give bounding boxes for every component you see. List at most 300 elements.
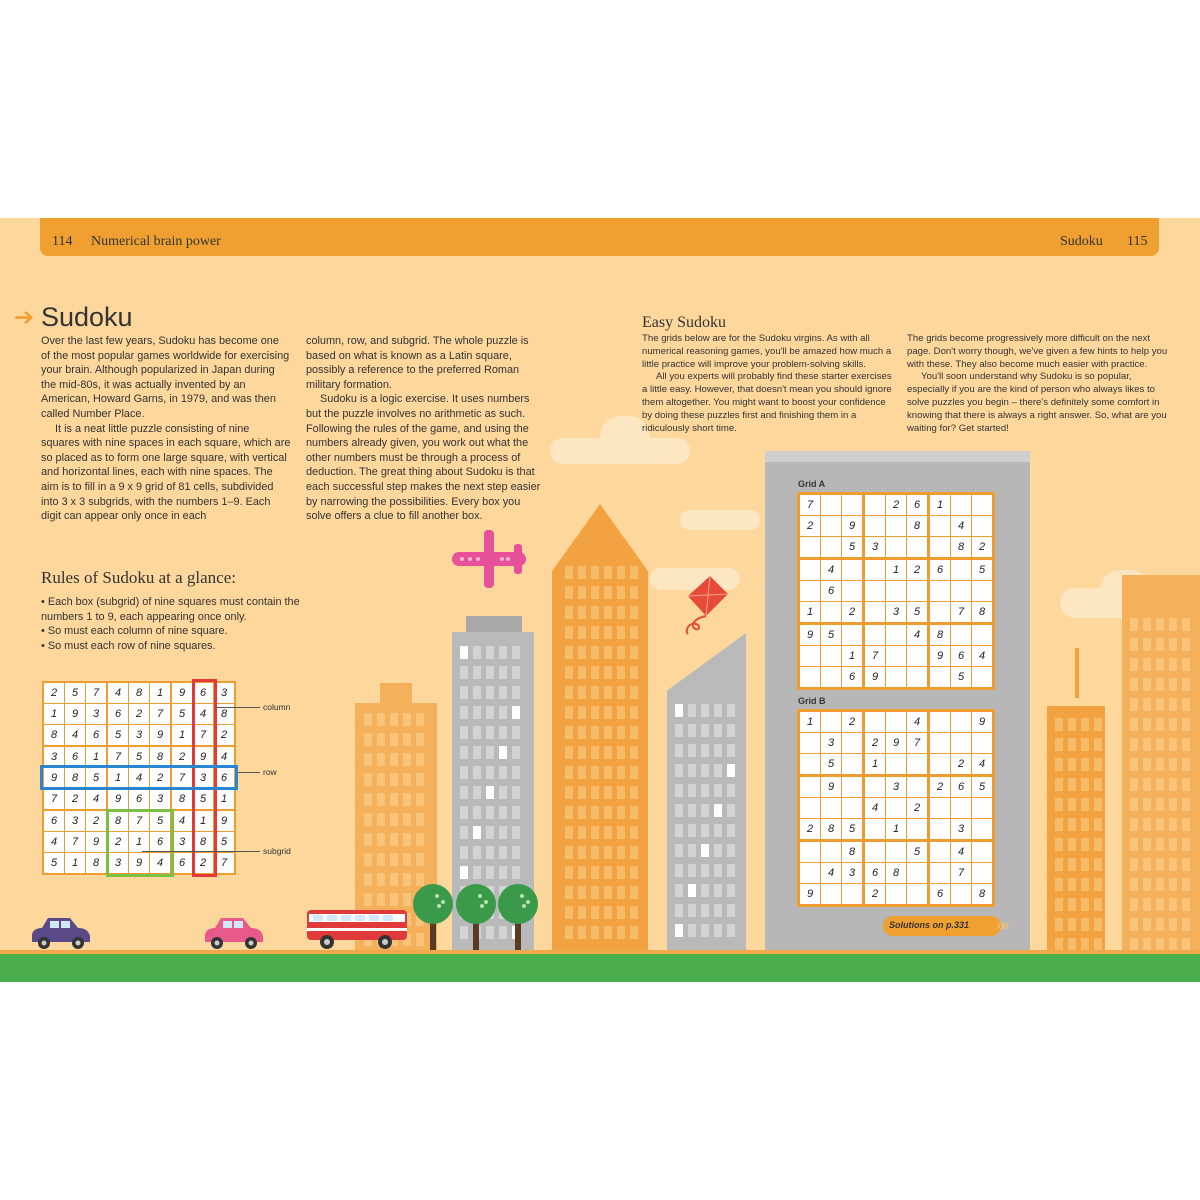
grid-cell [951, 581, 972, 602]
window [1143, 778, 1151, 791]
window [714, 744, 722, 757]
grid-cell [907, 884, 929, 906]
grid-cell: 3 [951, 819, 972, 841]
window [1169, 918, 1177, 931]
row-highlight [40, 765, 238, 790]
grid-cell: 9 [886, 733, 907, 754]
paragraph: Over the last few years, Sudoku has become one of the most popular games worldwide for exercising your brain. Although popularized in Japan during the mid-80s, it was actually invented by an American, Howard Garns, in 1979, and was then called Number Place. [41, 335, 290, 420]
window [1182, 658, 1190, 671]
window [591, 926, 599, 939]
grid-a-label: Grid A [798, 479, 826, 489]
window [701, 884, 709, 897]
window [364, 773, 372, 786]
grid-cell: 1 [929, 494, 951, 516]
grid-cell: 2 [864, 884, 886, 906]
grid-cell: 4 [171, 810, 193, 832]
window [499, 806, 507, 819]
window [714, 824, 722, 837]
window [701, 924, 709, 937]
grid-cell: 2 [65, 789, 86, 811]
grid-cell: 9 [214, 810, 236, 832]
grid-a-sudoku [797, 492, 995, 690]
grid-cell [799, 733, 821, 754]
grid-cell [799, 776, 821, 798]
grid-cell: 8 [150, 746, 172, 768]
window [364, 753, 372, 766]
window [578, 606, 586, 619]
grid-cell [842, 798, 864, 819]
grid-cell: 2 [799, 819, 821, 841]
window [617, 806, 625, 819]
book-spread [0, 218, 1200, 982]
window [1068, 838, 1076, 851]
window [473, 866, 481, 879]
window [714, 724, 722, 737]
left-running-title: Numerical brain power [91, 234, 221, 249]
window [714, 784, 722, 797]
window [727, 824, 735, 837]
grid-cell [799, 559, 821, 581]
window [1182, 858, 1190, 871]
window [675, 724, 683, 737]
subgrid-leader-line [142, 851, 260, 852]
window [688, 884, 696, 897]
grid-cell: 7 [150, 704, 172, 725]
window [1068, 818, 1076, 831]
window [1143, 858, 1151, 871]
grid-cell: 9 [171, 682, 193, 704]
window [403, 893, 411, 906]
grid-cell: 7 [951, 863, 972, 884]
grid-cell [929, 602, 951, 624]
grid-row [799, 516, 994, 537]
window [512, 726, 520, 739]
bus-icon [305, 908, 409, 950]
grid-cell [886, 646, 907, 667]
rule-item: • So must each row of nine squares. [41, 639, 216, 652]
grid-cell [907, 819, 929, 841]
window [1169, 718, 1177, 731]
grid-cell: 1 [43, 704, 65, 725]
grid-cell: 9 [193, 746, 214, 768]
window [1182, 678, 1190, 691]
grid-cell [907, 776, 929, 798]
window [617, 846, 625, 859]
grid-cell: 7 [43, 789, 65, 811]
window [701, 744, 709, 757]
window [1156, 658, 1164, 671]
window [1169, 618, 1177, 631]
grid-cell [821, 798, 842, 819]
grid-cell: 3 [171, 832, 193, 853]
window [390, 793, 398, 806]
window [701, 904, 709, 917]
window [617, 686, 625, 699]
window [591, 726, 599, 739]
grid-cell [951, 798, 972, 819]
window [416, 713, 424, 726]
window [1055, 818, 1063, 831]
grid-cell: 5 [214, 832, 236, 853]
grid-cell: 1 [129, 832, 150, 853]
window [565, 866, 573, 879]
grid-cell: 9 [929, 646, 951, 667]
window [565, 786, 573, 799]
grid-cell [842, 581, 864, 602]
window [1169, 858, 1177, 871]
window [578, 746, 586, 759]
window [565, 906, 573, 919]
window [364, 793, 372, 806]
window [578, 906, 586, 919]
window [1068, 918, 1076, 931]
grid-cell: 4 [65, 725, 86, 747]
grid-cell: 2 [86, 810, 108, 832]
grid-row [799, 754, 994, 776]
grid-cell [929, 819, 951, 841]
grid-row [799, 884, 994, 906]
window [499, 726, 507, 739]
paragraph: It is a neat little puzzle consisting of nine squares with nine spaces in each square, which are so placed as to form one large square, with vertical and horizontal lines, each with nine spaces. The aim is to fill in a 9 x 9 grid of 81 cells, subdivided into 3 x 3 subgrids, with the numbers 1–9. Each digit can appear only once in each [41, 422, 291, 523]
grid-cell [842, 754, 864, 776]
window [1055, 718, 1063, 731]
window [1055, 778, 1063, 791]
window [675, 704, 683, 717]
window [565, 606, 573, 619]
grid-cell [951, 884, 972, 906]
grid-cell: 3 [214, 682, 236, 704]
grid-cell: 7 [799, 494, 821, 516]
window [1094, 918, 1102, 931]
window [1068, 738, 1076, 751]
grid-cell [864, 602, 886, 624]
window [591, 746, 599, 759]
window [512, 846, 520, 859]
window [1081, 838, 1089, 851]
grid-cell: 6 [951, 776, 972, 798]
grid-cell [972, 863, 994, 884]
grid-cell: 3 [107, 853, 129, 875]
window [591, 786, 599, 799]
window [1143, 758, 1151, 771]
grid-cell: 6 [214, 768, 236, 789]
window [701, 764, 709, 777]
window [675, 924, 683, 937]
window [499, 666, 507, 679]
airplane-icon [450, 528, 530, 590]
window [578, 926, 586, 939]
grid-cell: 6 [150, 832, 172, 853]
window [377, 873, 385, 886]
window [512, 806, 520, 819]
grid-row [799, 776, 994, 798]
window [486, 666, 494, 679]
window [578, 686, 586, 699]
grid-cell: 1 [886, 559, 907, 581]
grid-row [799, 667, 994, 689]
window [630, 786, 638, 799]
window [377, 893, 385, 906]
chevrons-icon: »» [996, 917, 1006, 934]
window [604, 586, 612, 599]
grid-cell: 6 [86, 725, 108, 747]
window [460, 726, 468, 739]
window [565, 646, 573, 659]
window [1055, 898, 1063, 911]
grid-cell: 2 [43, 682, 65, 704]
grid-row [799, 863, 994, 884]
grid-cell [929, 841, 951, 863]
grid-cell [929, 798, 951, 819]
window [604, 626, 612, 639]
window [1169, 898, 1177, 911]
grid-cell: 1 [107, 768, 129, 789]
window [591, 826, 599, 839]
window [1156, 618, 1164, 631]
window [1094, 818, 1102, 831]
window [473, 666, 481, 679]
grid-cell: 2 [972, 537, 994, 559]
grid-cell: 5 [821, 754, 842, 776]
grid-cell [886, 667, 907, 689]
grid-cell: 5 [107, 725, 129, 747]
window [617, 826, 625, 839]
window [565, 766, 573, 779]
grid-cell: 8 [43, 725, 65, 747]
window [403, 873, 411, 886]
grid-cell: 5 [972, 559, 994, 581]
grid-cell [951, 559, 972, 581]
window [499, 846, 507, 859]
grid-cell [972, 841, 994, 863]
grid-cell: 3 [842, 863, 864, 884]
grid-cell [972, 733, 994, 754]
row-leader-line [238, 772, 260, 773]
right-page-number: 115 [1127, 234, 1148, 249]
paragraph: You'll soon understand why Sudoku is so popular, especially if you are the kind of person who always likes to solve puzzles you begin – there's definitely some comfort in knowing that there is always a right answer. So, what are you waiting for? Get started! [907, 371, 1167, 434]
grid-row [799, 559, 994, 581]
kite-icon [676, 574, 732, 636]
window [1156, 918, 1164, 931]
grid-cell [864, 841, 886, 863]
window [591, 766, 599, 779]
grid-cell: 8 [951, 537, 972, 559]
window [617, 626, 625, 639]
window [1156, 758, 1164, 771]
window [1081, 858, 1089, 871]
window [565, 726, 573, 739]
window [688, 784, 696, 797]
grid-cell [929, 516, 951, 537]
window [1182, 918, 1190, 931]
window [617, 906, 625, 919]
grid-cell: 3 [43, 746, 65, 768]
grid-cell: 8 [129, 682, 150, 704]
grid-cell: 8 [886, 863, 907, 884]
grid-cell: 4 [907, 624, 929, 646]
window [416, 773, 424, 786]
window [512, 786, 520, 799]
grid-cell: 6 [842, 667, 864, 689]
grid-cell: 6 [907, 494, 929, 516]
grid-cell: 1 [65, 853, 86, 875]
window [604, 826, 612, 839]
window [565, 806, 573, 819]
window [675, 904, 683, 917]
grid-cell [929, 733, 951, 754]
grid-cell: 1 [150, 682, 172, 704]
grid-cell: 7 [65, 832, 86, 853]
grid-cell [972, 798, 994, 819]
window [688, 904, 696, 917]
window [630, 646, 638, 659]
window [1130, 638, 1138, 651]
grid-cell: 1 [799, 602, 821, 624]
window [1182, 698, 1190, 711]
window [1055, 858, 1063, 871]
grid-cell: 1 [193, 810, 214, 832]
window [390, 813, 398, 826]
window [499, 766, 507, 779]
window [565, 566, 573, 579]
window [604, 846, 612, 859]
window [1169, 818, 1177, 831]
grid-cell: 7 [129, 810, 150, 832]
grid-cell [907, 667, 929, 689]
window [714, 884, 722, 897]
window [604, 746, 612, 759]
window [1068, 758, 1076, 771]
window [1130, 898, 1138, 911]
grid-cell [972, 516, 994, 537]
window [675, 844, 683, 857]
window [578, 886, 586, 899]
grid-cell: 4 [214, 746, 236, 768]
window [701, 784, 709, 797]
grid-cell: 6 [864, 863, 886, 884]
window [390, 713, 398, 726]
grid-cell [886, 537, 907, 559]
grid-cell: 4 [821, 863, 842, 884]
window [604, 726, 612, 739]
grid-cell [842, 494, 864, 516]
grid-cell: 7 [214, 853, 236, 875]
window [1081, 718, 1089, 731]
window [578, 846, 586, 859]
grid-cell [864, 819, 886, 841]
window [403, 713, 411, 726]
window [403, 773, 411, 786]
window [1156, 878, 1164, 891]
grid-row [799, 624, 994, 646]
window [390, 773, 398, 786]
window [403, 733, 411, 746]
window [1094, 718, 1102, 731]
window [473, 786, 481, 799]
window [1169, 798, 1177, 811]
window [1156, 898, 1164, 911]
window [604, 926, 612, 939]
window [604, 906, 612, 919]
grid-cell [842, 776, 864, 798]
grid-cell: 6 [193, 682, 214, 704]
grid-cell: 1 [842, 646, 864, 667]
window [1156, 818, 1164, 831]
window [630, 866, 638, 879]
grid-cell: 2 [171, 746, 193, 768]
grid-cell: 3 [129, 725, 150, 747]
window [460, 766, 468, 779]
window [390, 833, 398, 846]
window [1130, 838, 1138, 851]
window [473, 806, 481, 819]
grid-cell [972, 581, 994, 602]
grid-cell [907, 863, 929, 884]
grid-cell: 2 [150, 768, 172, 789]
grid-cell: 6 [929, 884, 951, 906]
window [675, 804, 683, 817]
grid-cell: 5 [129, 746, 150, 768]
window [377, 793, 385, 806]
window [416, 853, 424, 866]
grid-cell: 2 [886, 494, 907, 516]
grid-cell [842, 559, 864, 581]
window [1182, 738, 1190, 751]
window [1169, 738, 1177, 751]
grid-cell: 6 [129, 789, 150, 811]
grid-cell: 5 [193, 789, 214, 811]
grid-cell: 2 [799, 516, 821, 537]
grid-cell [821, 537, 842, 559]
grid-cell: 6 [43, 810, 65, 832]
window [1143, 698, 1151, 711]
grid-cell: 3 [864, 537, 886, 559]
window [473, 646, 481, 659]
grid-cell [886, 841, 907, 863]
grid-cell [972, 494, 994, 516]
window [512, 866, 520, 879]
rule-item: • Each box (subgrid) of nine squares must contain the numbers 1 to 9, each appearing once only. [41, 596, 300, 623]
window [416, 813, 424, 826]
grid-cell: 8 [821, 819, 842, 841]
grid-cell [929, 711, 951, 733]
grid-cell [864, 516, 886, 537]
window [565, 626, 573, 639]
window [1068, 778, 1076, 791]
grid-cell: 9 [107, 789, 129, 811]
window [591, 866, 599, 879]
window [460, 666, 468, 679]
window [460, 706, 468, 719]
window [727, 844, 735, 857]
window [1130, 718, 1138, 731]
window [486, 766, 494, 779]
grid-cell: 4 [972, 646, 994, 667]
window [727, 744, 735, 757]
grid-cell: 4 [129, 768, 150, 789]
grid-cell: 3 [193, 768, 214, 789]
window [727, 704, 735, 717]
window [630, 806, 638, 819]
window [1143, 618, 1151, 631]
grid-cell: 4 [86, 789, 108, 811]
grid-cell: 3 [65, 810, 86, 832]
window [604, 566, 612, 579]
window [486, 826, 494, 839]
grid-cell [886, 711, 907, 733]
grid-cell: 5 [150, 810, 172, 832]
grid-cell: 9 [842, 516, 864, 537]
